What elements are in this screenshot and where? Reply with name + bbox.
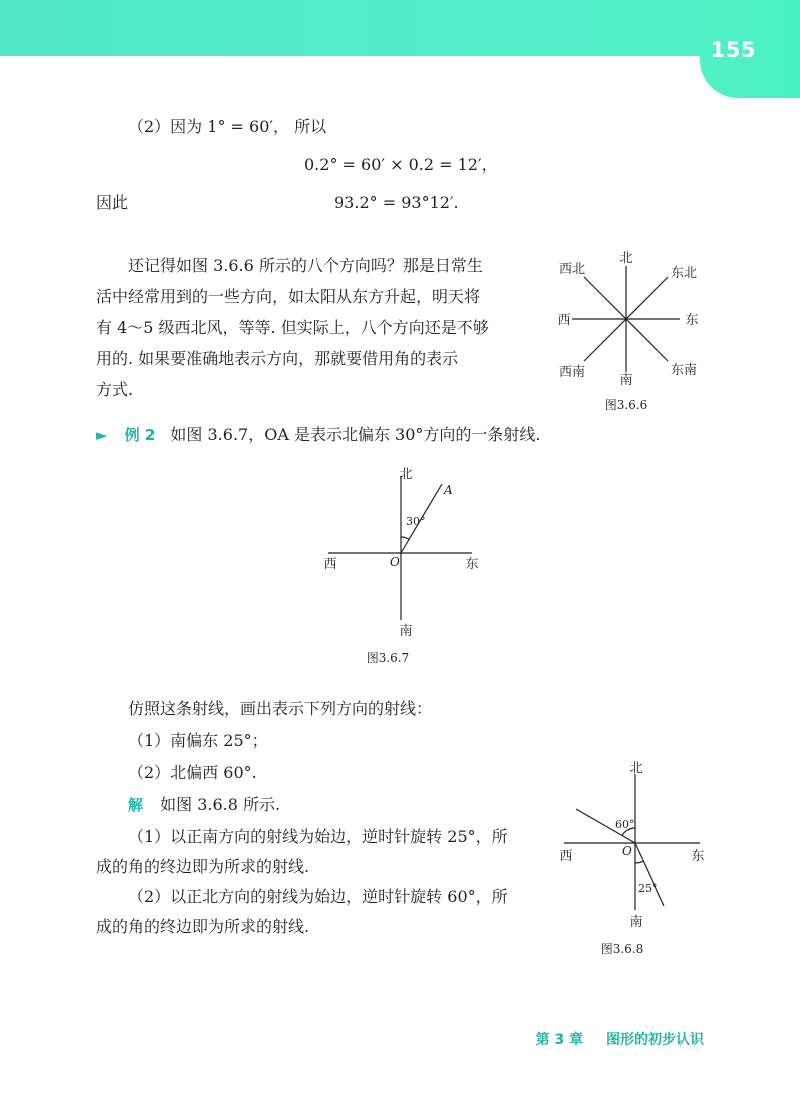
task-item-2: （2）北偏西 60°. <box>128 763 257 782</box>
fig368-east: 东 <box>691 849 705 864</box>
fig368-origin: O <box>622 844 632 858</box>
solution-p1-line-1: （1）以正南方向的射线为始边，逆时针旋转 25°，所 <box>128 827 508 846</box>
intro-line-2: 活中经常用到的一些方向，如太阳从东方升起，明天将 <box>96 287 481 306</box>
fig367-origin: O <box>390 555 400 569</box>
solution-p2-line-1: （2）以正北方向的射线为始边，逆时针旋转 60°，所 <box>128 887 508 906</box>
calc-therefore: 因此 <box>96 193 129 212</box>
fig368-west: 西 <box>559 849 573 864</box>
fig366-caption: 图3.6.6 <box>604 398 648 412</box>
fig367-caption: 图3.6.7 <box>366 651 410 665</box>
fig366-north: 北 <box>619 251 633 266</box>
intro-line-1: 还记得如图 3.6.6 所示的八个方向吗？那是日常生 <box>128 256 483 275</box>
example-label: 例 2 <box>124 426 156 444</box>
task-item-1: （1）南偏东 25°； <box>128 731 268 750</box>
fig367-north: 北 <box>399 467 413 482</box>
calc-line-3: 93.2° = 93°12′. <box>334 193 459 212</box>
fig366-south: 南 <box>619 373 633 388</box>
fig366-southeast: 东南 <box>670 363 698 378</box>
figure-3-6-6 <box>550 248 720 418</box>
solution-text: 如图 3.6.8 所示. <box>160 795 281 814</box>
calc-line-2: 0.2° = 60′ × 0.2 = 12′， <box>304 155 498 174</box>
fig368-south: 南 <box>629 915 643 930</box>
fig367-point-a: A <box>444 483 453 497</box>
figure-3-6-7 <box>316 464 488 668</box>
fig366-west: 西 <box>557 313 571 328</box>
task-intro: 仿照这条射线，画出表示下列方向的射线： <box>128 699 433 718</box>
fig368-angle-25: 25° <box>638 882 658 895</box>
calc-line-1: （2）因为 1° = 60′， 所以 <box>128 117 327 136</box>
fig368-caption: 图3.6.8 <box>600 942 644 956</box>
fig367-south: 南 <box>399 624 413 639</box>
intro-line-4: 用的. 如果要准确地表示方向，那就要借用角的表示 <box>96 349 459 368</box>
footer <box>536 1029 704 1049</box>
page-number: 155 <box>710 38 756 62</box>
fig367-east: 东 <box>465 557 479 572</box>
example-text: 如图 3.6.7，OA 是表示北偏东 30°方向的一条射线. <box>170 425 541 444</box>
fig368-arc-25 <box>635 861 644 863</box>
fig366-southwest: 西南 <box>558 365 586 380</box>
fig366-northeast: 东北 <box>670 266 698 281</box>
fig366-northwest: 西北 <box>558 262 586 277</box>
fig367-west: 西 <box>323 557 337 572</box>
fig368-angle-60: 60° <box>615 818 635 831</box>
ray-south-east-25 <box>635 843 664 906</box>
fig367-angle-label: 30° <box>406 515 426 528</box>
header-bar <box>0 0 800 56</box>
solution-intro <box>128 790 280 820</box>
solution-label: 解 <box>128 796 144 814</box>
fig368-north: 北 <box>629 761 643 776</box>
intro-line-3: 有 4～5 级西北风，等等. 但实际上，八个方向还是不够 <box>96 318 489 337</box>
footer-chapter: 第 3 章 <box>535 1032 584 1048</box>
fig366-east: 东 <box>685 313 699 328</box>
footer-title: 图形的初步认识 <box>606 1032 704 1048</box>
figure-3-6-8 <box>550 758 720 958</box>
solution-p2-line-2: 成的角的终边即为所求的射线. <box>96 917 310 936</box>
example-arrow-icon: ► <box>96 426 108 444</box>
solution-p1-line-2: 成的角的终边即为所求的射线. <box>96 857 310 876</box>
example-2 <box>96 420 541 450</box>
intro-line-5: 方式. <box>96 380 134 399</box>
fig367-angle-arc <box>401 537 409 539</box>
